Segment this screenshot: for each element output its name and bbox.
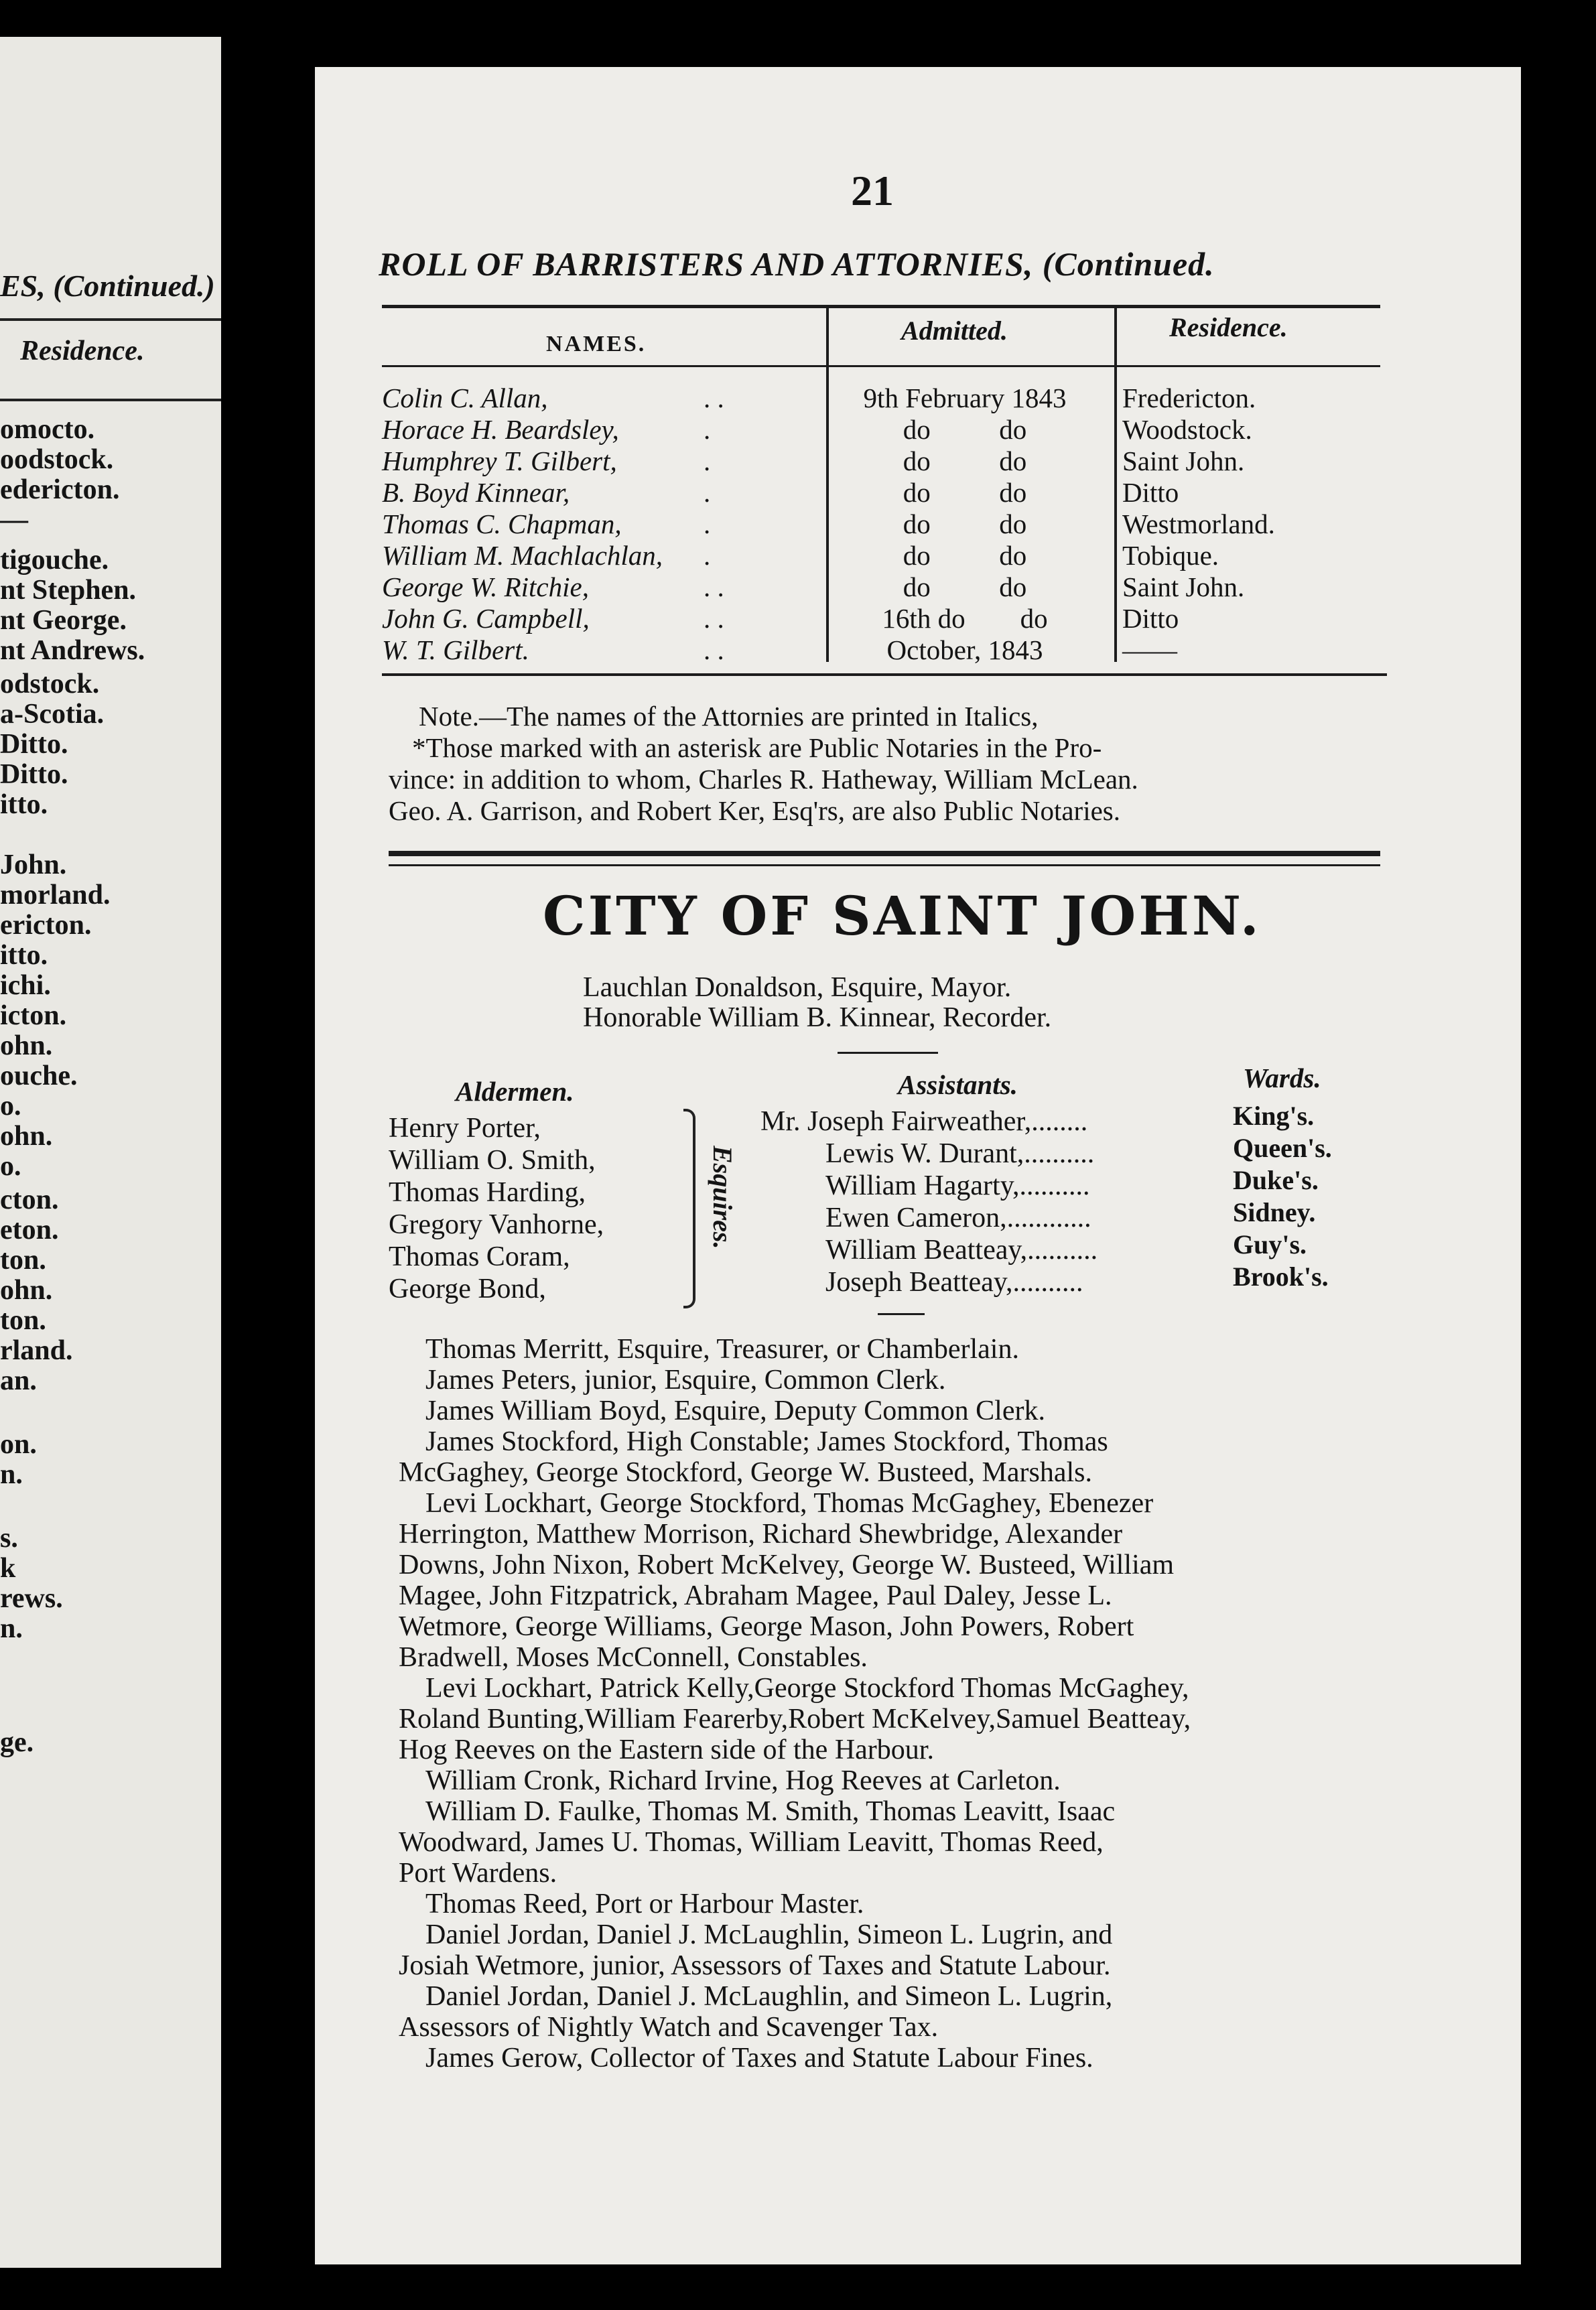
left-page-fragment-text: — [0, 504, 28, 535]
attorney-name: John G. Campbell, [382, 603, 590, 634]
left-page-fragment-text: ichi. [0, 970, 51, 1001]
attorney-name: Horace H. Beardsley, [382, 414, 619, 445]
leader-dots: . [704, 414, 711, 445]
assistant-name: Lewis W. Durant,.......... [825, 1138, 1095, 1169]
left-page-fragment-text: n. [0, 1459, 23, 1490]
assistant-name: Ewen Cameron,............ [825, 1203, 1091, 1233]
officer-line: Levi Lockhart, Patrick Kelly,George Stockford Thomas McGaghey, [425, 1673, 1189, 1704]
residence: —— [1122, 634, 1177, 665]
officer-line: Woodward, James U. Thomas, William Leavitt, Thomas Reed, [399, 1827, 1104, 1858]
table-row [0, 476, 1596, 508]
left-page-fragment-text: morland. [0, 880, 111, 910]
residence: Westmorland. [1122, 508, 1275, 539]
attorney-name: George W. Ritchie, [382, 571, 589, 602]
table-row [0, 504, 1596, 540]
short-rule [878, 1313, 925, 1315]
left-page-fragment-text: an. [0, 1365, 37, 1396]
admitted-date: do do [903, 540, 1027, 571]
admitted-date: do do [903, 508, 1027, 539]
left-page-fragment-text: s. [0, 1523, 18, 1554]
ward-name: Brook's. [1233, 1262, 1329, 1292]
left-page-fragment-text: ge. [0, 1727, 34, 1758]
note-line: vince: in addition to whom, Charles R. Hatheway, William McLean. [389, 764, 1138, 795]
left-page-fragment-text: edericton. [0, 474, 120, 505]
left-page-fragment-text: nt George. [0, 605, 127, 636]
officer-line: Levi Lockhart, George Stockford, Thomas McGaghey, Ebenezer [425, 1488, 1154, 1519]
section-rule-thick [389, 851, 1380, 856]
aldermen-brace [683, 1109, 695, 1308]
left-page-fragment-text: rews. [0, 1583, 63, 1614]
attorney-name: Colin C. Allan, [382, 383, 548, 413]
left-page-fragment-text: eton. [0, 1215, 59, 1245]
attorney-name: Thomas C. Chapman, [382, 508, 622, 539]
admitted-date: do do [903, 414, 1027, 445]
admitted-date: 9th February 1843 [863, 383, 1067, 413]
left-page-fragment-text: omocto. [0, 414, 95, 445]
left-page-fragment-text: o. [0, 1151, 21, 1182]
officer-line: William D. Faulke, Thomas M. Smith, Thomas Leavitt, Isaac [425, 1796, 1116, 1827]
residence: Saint John. [1122, 446, 1245, 476]
note-line: *Those marked with an asterisk are Public Notaries in the Pro- [412, 732, 1102, 763]
left-page-fragment-text: n. [0, 1613, 23, 1644]
recorder-line: Honorable William B. Kinnear, Recorder. [583, 1002, 1052, 1033]
table-bottom-rule [382, 673, 1387, 676]
officer-line: James William Boyd, Esquire, Deputy Common Clerk. [425, 1396, 1045, 1426]
officer-line: Thomas Merritt, Esquire, Treasurer, or Chamberlain. [425, 1334, 1019, 1365]
leader-dots: . [704, 477, 711, 508]
officer-line: Thomas Reed, Port or Harbour Master. [425, 1889, 864, 1919]
leader-dots: . . [704, 603, 724, 634]
residence: Woodstock. [1122, 414, 1252, 445]
left-page-fragment-text: Ditto. [0, 759, 68, 790]
alderman-name: Henry Porter, [389, 1113, 541, 1144]
leader-dots: . [704, 508, 711, 539]
left-page-fragment-text: oodstock. [0, 444, 114, 475]
note-line: Note.—The names of the Attornies are printed in Italics, [419, 701, 1039, 732]
left-page-fragment-text: nt Andrews. [0, 635, 145, 666]
esquires-label: Esquires. [708, 1146, 738, 1249]
officer-line: Josiah Wetmore, junior, Assessors of Taxes and Statute Labour. [399, 1950, 1111, 1981]
attorney-name: Humphrey T. Gilbert, [382, 446, 617, 476]
table-top-rule [382, 305, 1380, 308]
short-rule [838, 1052, 938, 1054]
residence: Ditto [1122, 603, 1179, 634]
page-number: 21 [851, 167, 894, 214]
admitted-date: 16th do do [882, 603, 1048, 634]
alderman-name: Thomas Coram, [389, 1241, 570, 1272]
admitted-date: do do [903, 477, 1027, 508]
assistant-name: William Hagarty,.......... [825, 1170, 1090, 1201]
ward-name: King's. [1233, 1101, 1315, 1131]
officer-line: James Gerow, Collector of Taxes and Statute Labour Fines. [425, 2043, 1093, 2074]
table-row [0, 539, 1596, 571]
ward-name: Duke's. [1233, 1165, 1319, 1195]
officer-line: Daniel Jordan, Daniel J. McLaughlin, and Simeon L. Lugrin, [425, 1981, 1113, 2012]
left-page-fragment-text: on. [0, 1429, 37, 1460]
section-rule-thin [389, 864, 1380, 866]
ward-name: Guy's. [1233, 1229, 1307, 1260]
officer-line: Magee, John Fitzpatrick, Abraham Magee, Paul Daley, Jesse L. [399, 1580, 1112, 1611]
table-row [0, 571, 1596, 606]
officer-line: McGaghey, George Stockford, George W. Busteed, Marshals. [399, 1457, 1093, 1488]
officer-line: Port Wardens. [399, 1858, 557, 1889]
officer-line: James Peters, junior, Esquire, Common Clerk. [425, 1365, 946, 1396]
book-spine [221, 0, 241, 2310]
assistant-name: Joseph Beatteay,.......... [825, 1267, 1083, 1298]
table-row [0, 634, 1596, 666]
left-page-fragment-text: ohn. [0, 1275, 53, 1306]
alderman-name: William O. Smith, [389, 1145, 596, 1176]
left-page-fragment-text: itto. [0, 789, 48, 820]
wards-header: Wards. [1243, 1063, 1321, 1093]
left-page-fragment [0, 37, 221, 2268]
left-page-fragment-text: ouche. [0, 1061, 78, 1091]
admitted-header: Admitted. [901, 316, 1008, 346]
left-page-fragment-text: Ditto. [0, 729, 68, 760]
left-page-fragment-text: icton. [0, 1000, 67, 1031]
leader-dots: . . [704, 634, 724, 665]
officer-line: Downs, John Nixon, Robert McKelvey, George W. Busteed, William [399, 1550, 1175, 1580]
officer-line: William Cronk, Richard Irvine, Hog Reeves at Carleton. [425, 1765, 1061, 1796]
attorney-name: B. Boyd Kinnear, [382, 477, 570, 508]
left-page-fragment-text: o. [0, 1091, 21, 1122]
ward-name: Queen's. [1233, 1133, 1332, 1163]
residence: Saint John. [1122, 571, 1245, 602]
left-page-fragment-text: John. [0, 850, 67, 880]
left-page-fragment-text: odstock. [0, 669, 100, 699]
left-page-fragment-text: ericton. [0, 910, 92, 941]
left-page-fragment-text: tigouche. [0, 545, 109, 575]
left-page-fragment-text: nt Stephen. [0, 575, 137, 606]
residence: Ditto [1122, 477, 1179, 508]
officer-line: Assessors of Nightly Watch and Scavenger Tax. [399, 2012, 939, 2043]
ward-name: Sidney. [1233, 1197, 1316, 1227]
residence: Fredericton. [1122, 383, 1256, 413]
left-page-fragment-text: a-Scotia. [0, 699, 105, 730]
left-page-fragment-text: ton. [0, 1245, 46, 1276]
leader-dots: . [704, 446, 711, 476]
table-row [0, 602, 1596, 634]
leader-dots: . [704, 540, 711, 571]
alderman-name: Thomas Harding, [389, 1177, 586, 1208]
officer-line: Roland Bunting,William Fearerby,Robert McKelvey,Samuel Beatteay, [399, 1704, 1191, 1735]
left-rule [0, 318, 221, 321]
names-header: NAMES. [546, 332, 647, 356]
admitted-date: October, 1843 [886, 634, 1043, 665]
left-page-fragment-text: rland. [0, 1335, 73, 1366]
assistants-header: Assistants. [898, 1069, 1018, 1100]
roll-title: ROLL OF BARRISTERS AND ATTORNIES, (Continued. [379, 245, 1215, 283]
admitted-date: do do [903, 446, 1027, 476]
residence: Tobique. [1122, 540, 1219, 571]
officer-line: Bradwell, Moses McConnell, Constables. [399, 1642, 868, 1673]
assistant-name: Mr. Joseph Fairweather,........ [760, 1106, 1088, 1137]
mayor-line: Lauchlan Donaldson, Esquire, Mayor. [583, 972, 1012, 1003]
table-row [0, 413, 1596, 446]
header-rule [382, 365, 1380, 367]
table-row [0, 382, 1596, 414]
leader-dots: . . [704, 571, 724, 602]
alderman-name: George Bond, [389, 1274, 546, 1304]
attorney-name: W. T. Gilbert. [382, 634, 529, 665]
table-row [0, 445, 1596, 477]
left-page-fragment-text: cton. [0, 1184, 59, 1215]
attorney-name: William M. Machlachlan, [382, 540, 663, 571]
alderman-name: Gregory Vanhorne, [389, 1209, 604, 1240]
aldermen-header: Aldermen. [456, 1076, 574, 1107]
left-page-fragment-text: ohn. [0, 1030, 53, 1061]
left-page-fragment-text: ton. [0, 1305, 46, 1336]
residence-header: Residence. [1169, 312, 1288, 342]
note-line: Geo. A. Garrison, and Robert Ker, Esq'rs, are also Public Notaries. [389, 795, 1120, 826]
left-page-fragment-text: itto. [0, 940, 48, 971]
officer-line: Wetmore, George Williams, George Mason, John Powers, Robert [399, 1611, 1134, 1642]
officer-line: Hog Reeves on the Eastern side of the Harbour. [399, 1735, 934, 1765]
left-page-header: ES, (Continued.) [0, 269, 215, 303]
city-title: CITY OF SAINT JOHN. [543, 884, 1262, 947]
left-page-fragment-text: ohn. [0, 1121, 53, 1152]
left-page-fragment-text: k [0, 1553, 16, 1584]
left-page-subheader: Residence. [20, 336, 145, 366]
leader-dots: . . [704, 383, 724, 413]
officer-line: Daniel Jordan, Daniel J. McLaughlin, Simeon L. Lugrin, and [425, 1919, 1113, 1950]
admitted-date: do do [903, 571, 1027, 602]
officer-line: Herrington, Matthew Morrison, Richard Shewbridge, Alexander [399, 1519, 1123, 1550]
assistant-name: William Beatteay,.......... [825, 1235, 1098, 1266]
officer-line: James Stockford, High Constable; James Stockford, Thomas [425, 1426, 1108, 1457]
